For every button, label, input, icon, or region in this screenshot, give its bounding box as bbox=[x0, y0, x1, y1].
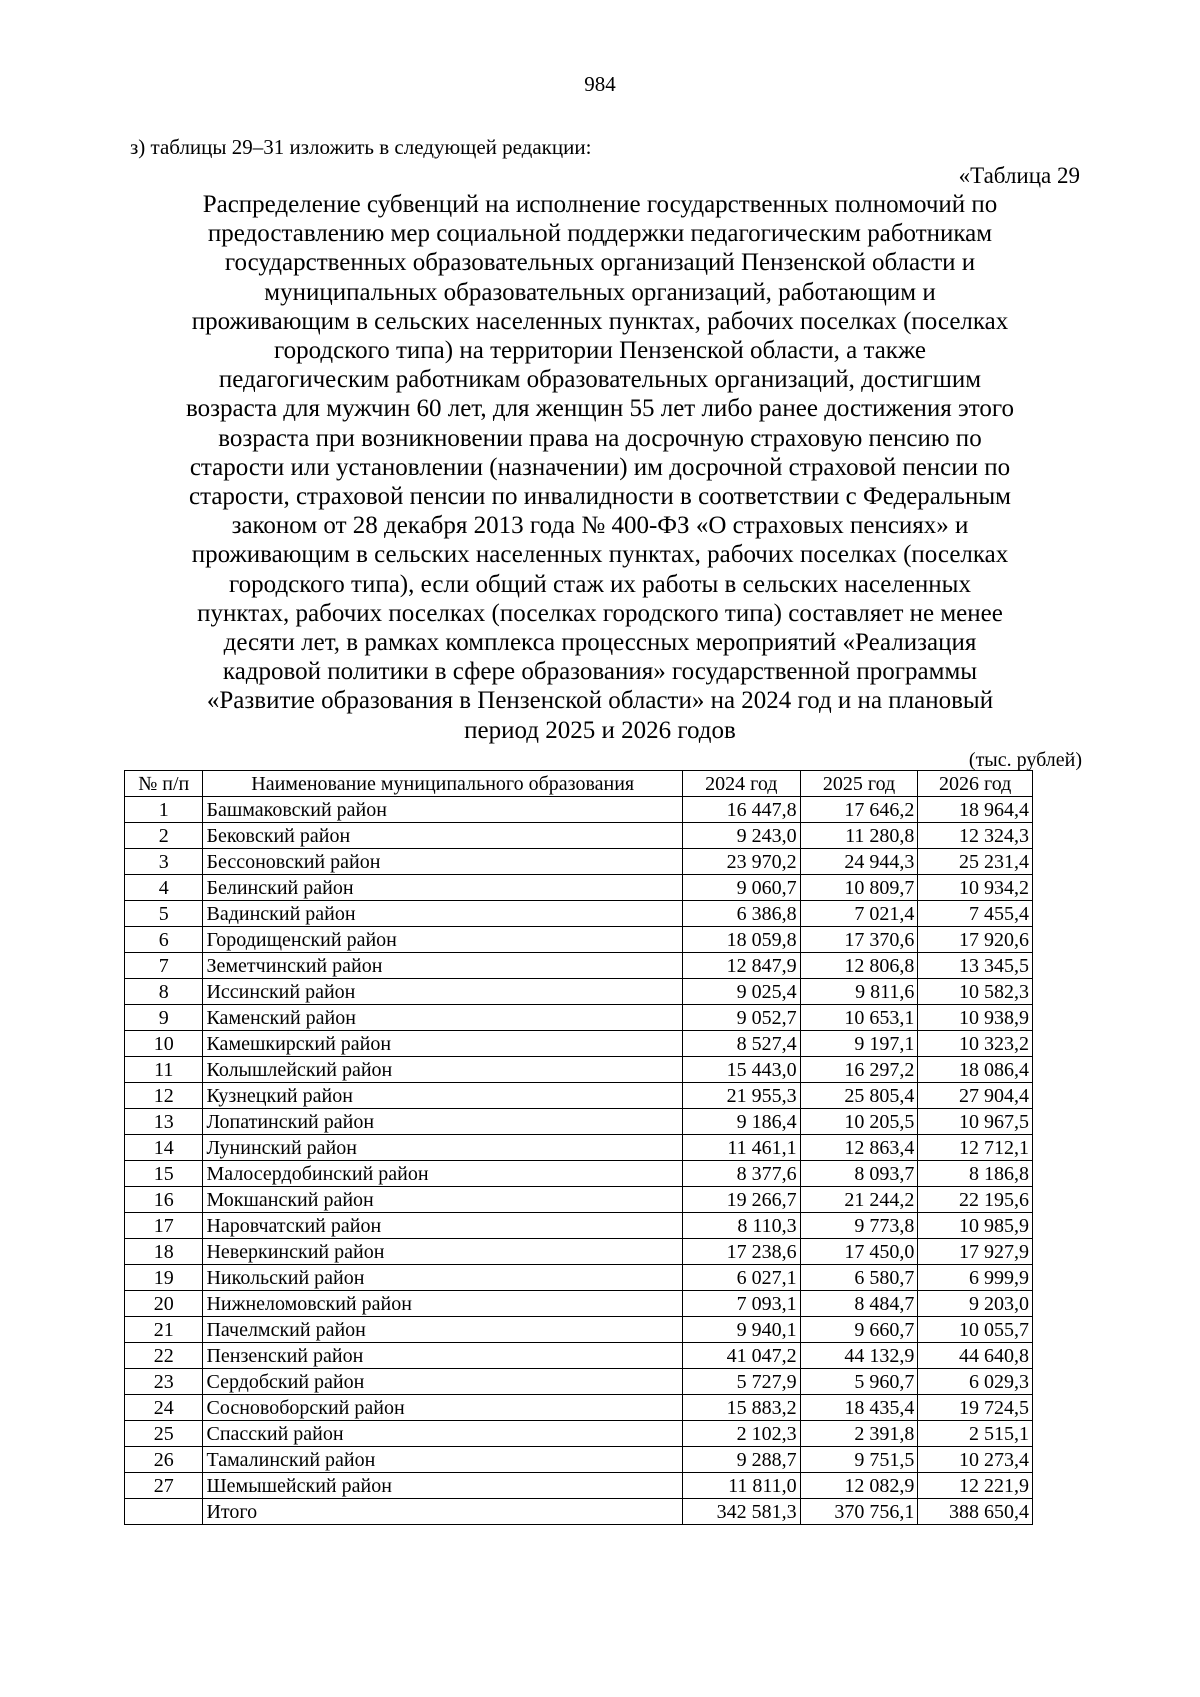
row-number: 25 bbox=[125, 1421, 203, 1447]
municipality-name: Башмаковский район bbox=[203, 797, 682, 823]
value-2025: 5 960,7 bbox=[800, 1369, 918, 1395]
municipality-name: Бессоновский район bbox=[203, 849, 682, 875]
row-number: 22 bbox=[125, 1343, 203, 1369]
table-row bbox=[125, 1213, 1033, 1239]
municipality-name: Вадинский район bbox=[203, 901, 682, 927]
table-row bbox=[125, 1135, 1033, 1161]
value-2026: 44 640,8 bbox=[918, 1343, 1033, 1369]
table-row bbox=[125, 1057, 1033, 1083]
value-2024: 9 243,0 bbox=[682, 823, 800, 849]
value-2024: 18 059,8 bbox=[682, 927, 800, 953]
value-2024: 23 970,2 bbox=[682, 849, 800, 875]
value-2025: 9 660,7 bbox=[800, 1317, 918, 1343]
value-2026: 10 934,2 bbox=[918, 875, 1033, 901]
value-2026: 9 203,0 bbox=[918, 1291, 1033, 1317]
title-line: период 2025 и 2026 годов bbox=[464, 716, 736, 744]
value-2026: 12 324,3 bbox=[918, 823, 1033, 849]
value-2025: 10 653,1 bbox=[800, 1005, 918, 1031]
value-2026: 17 927,9 bbox=[918, 1239, 1033, 1265]
title-line: городского типа) на территории Пензенской области, а также bbox=[274, 337, 926, 365]
municipality-name: Каменский район bbox=[203, 1005, 682, 1031]
value-2025: 7 021,4 bbox=[800, 901, 918, 927]
table-row bbox=[125, 1473, 1033, 1499]
value-2026: 12 712,1 bbox=[918, 1135, 1033, 1161]
value-2025: 12 082,9 bbox=[800, 1473, 918, 1499]
table-row bbox=[125, 1447, 1033, 1473]
row-number: 8 bbox=[125, 979, 203, 1005]
municipality-name: Колышлейский район bbox=[203, 1057, 682, 1083]
subvention-table bbox=[124, 770, 1033, 1525]
value-2025: 44 132,9 bbox=[800, 1343, 918, 1369]
value-2025: 9 197,1 bbox=[800, 1031, 918, 1057]
table-row bbox=[125, 1343, 1033, 1369]
value-2024: 6 027,1 bbox=[682, 1265, 800, 1291]
value-2025: 17 450,0 bbox=[800, 1239, 918, 1265]
value-2024: 8 377,6 bbox=[682, 1161, 800, 1187]
document-title bbox=[120, 190, 1080, 745]
value-2025: 6 580,7 bbox=[800, 1265, 918, 1291]
municipality-name: Пензенский район bbox=[203, 1343, 682, 1369]
title-line: «Развитие образования в Пензенской области» на 2024 год и на плановый bbox=[206, 687, 994, 715]
value-2026: 10 055,7 bbox=[918, 1317, 1033, 1343]
municipality-name: Городищенский район bbox=[203, 927, 682, 953]
value-2025: 16 297,2 bbox=[800, 1057, 918, 1083]
table-row bbox=[125, 1083, 1033, 1109]
municipality-name: Неверкинский район bbox=[203, 1239, 682, 1265]
row-number: 21 bbox=[125, 1317, 203, 1343]
value-2024: 11 811,0 bbox=[682, 1473, 800, 1499]
table-row bbox=[125, 823, 1033, 849]
row-number bbox=[125, 1499, 203, 1525]
value-2026: 10 273,4 bbox=[918, 1447, 1033, 1473]
value-2024: 9 060,7 bbox=[682, 875, 800, 901]
value-2026: 22 195,6 bbox=[918, 1187, 1033, 1213]
value-2026: 18 086,4 bbox=[918, 1057, 1033, 1083]
municipality-name: Наровчатский район bbox=[203, 1213, 682, 1239]
table-row bbox=[125, 953, 1033, 979]
value-2025: 25 805,4 bbox=[800, 1083, 918, 1109]
value-2025: 370 756,1 bbox=[800, 1499, 918, 1525]
municipality-name: Земетчинский район bbox=[203, 953, 682, 979]
table-row bbox=[125, 1239, 1033, 1265]
table-row bbox=[125, 1187, 1033, 1213]
table-row bbox=[125, 1265, 1033, 1291]
value-2024: 11 461,1 bbox=[682, 1135, 800, 1161]
table-row bbox=[125, 1317, 1033, 1343]
value-2026: 10 323,2 bbox=[918, 1031, 1033, 1057]
municipality-name: Никольский район bbox=[203, 1265, 682, 1291]
table-total-row bbox=[125, 1499, 1033, 1525]
row-number: 24 bbox=[125, 1395, 203, 1421]
row-number: 17 bbox=[125, 1213, 203, 1239]
municipality-name: Нижнеломовский район bbox=[203, 1291, 682, 1317]
title-line: пунктах, рабочих поселках (поселках городского типа) составляет не менее bbox=[197, 599, 1003, 627]
row-number: 15 bbox=[125, 1161, 203, 1187]
value-2026: 17 920,6 bbox=[918, 927, 1033, 953]
title-line: предоставлению мер социальной поддержки педагогическим работникам bbox=[207, 220, 993, 248]
value-2026: 2 515,1 bbox=[918, 1421, 1033, 1447]
instruction-text: з) таблицы 29–31 изложить в следующей редакции: bbox=[130, 135, 592, 159]
value-2024: 9 940,1 bbox=[682, 1317, 800, 1343]
value-2026: 10 582,3 bbox=[918, 979, 1033, 1005]
value-2026: 18 964,4 bbox=[918, 797, 1033, 823]
title-line: проживающим в сельских населенных пунктах, рабочих поселках (поселках bbox=[191, 541, 1009, 569]
table-row bbox=[125, 1369, 1033, 1395]
row-number: 13 bbox=[125, 1109, 203, 1135]
municipality-name: Бековский район bbox=[203, 823, 682, 849]
value-2025: 17 370,6 bbox=[800, 927, 918, 953]
table-row bbox=[125, 1005, 1033, 1031]
units-label: (тыс. рублей) bbox=[968, 749, 1082, 771]
table-row bbox=[125, 1291, 1033, 1317]
row-number: 3 bbox=[125, 849, 203, 875]
table-row bbox=[125, 927, 1033, 953]
row-number: 18 bbox=[125, 1239, 203, 1265]
municipality-name: Белинский район bbox=[203, 875, 682, 901]
value-2025: 12 863,4 bbox=[800, 1135, 918, 1161]
header-2024: 2024 год bbox=[682, 771, 800, 797]
value-2025: 12 806,8 bbox=[800, 953, 918, 979]
value-2024: 6 386,8 bbox=[682, 901, 800, 927]
value-2026: 27 904,4 bbox=[918, 1083, 1033, 1109]
value-2024: 15 443,0 bbox=[682, 1057, 800, 1083]
header-municipality: Наименование муниципального образования bbox=[203, 771, 682, 797]
title-line: старости или установлении (назначении) им досрочной страховой пенсии по bbox=[189, 453, 1011, 481]
municipality-name: Иссинский район bbox=[203, 979, 682, 1005]
value-2026: 10 967,5 bbox=[918, 1109, 1033, 1135]
municipality-name: Шемышейский район bbox=[203, 1473, 682, 1499]
row-number: 12 bbox=[125, 1083, 203, 1109]
title-line: городского типа), если общий стаж их работы в сельских населенных bbox=[229, 570, 971, 598]
header-2026: 2026 год bbox=[918, 771, 1033, 797]
value-2024: 9 025,4 bbox=[682, 979, 800, 1005]
value-2026: 10 985,9 bbox=[918, 1213, 1033, 1239]
value-2025: 8 093,7 bbox=[800, 1161, 918, 1187]
row-number: 2 bbox=[125, 823, 203, 849]
municipality-name: Кузнецкий район bbox=[203, 1083, 682, 1109]
municipality-name: Мокшанский район bbox=[203, 1187, 682, 1213]
value-2025: 8 484,7 bbox=[800, 1291, 918, 1317]
value-2024: 9 288,7 bbox=[682, 1447, 800, 1473]
value-2025: 24 944,3 bbox=[800, 849, 918, 875]
value-2026: 10 938,9 bbox=[918, 1005, 1033, 1031]
value-2025: 9 751,5 bbox=[800, 1447, 918, 1473]
value-2024: 2 102,3 bbox=[682, 1421, 800, 1447]
title-line: муниципальных образовательных организаций, работающим и bbox=[264, 278, 936, 306]
table-row bbox=[125, 875, 1033, 901]
title-line: десяти лет, в рамках комплекса процессных мероприятий «Реализация bbox=[223, 629, 977, 657]
row-number: 7 bbox=[125, 953, 203, 979]
table-header-row bbox=[125, 771, 1033, 797]
table-row bbox=[125, 797, 1033, 823]
value-2024: 21 955,3 bbox=[682, 1083, 800, 1109]
row-number: 5 bbox=[125, 901, 203, 927]
row-number: 4 bbox=[125, 875, 203, 901]
row-number: 9 bbox=[125, 1005, 203, 1031]
value-2025: 11 280,8 bbox=[800, 823, 918, 849]
municipality-name: Камешкирский район bbox=[203, 1031, 682, 1057]
table-row bbox=[125, 1161, 1033, 1187]
row-number: 10 bbox=[125, 1031, 203, 1057]
table-label: «Таблица 29 bbox=[958, 163, 1080, 188]
row-number: 19 bbox=[125, 1265, 203, 1291]
municipality-name: Малосердобинский район bbox=[203, 1161, 682, 1187]
value-2024: 9 052,7 bbox=[682, 1005, 800, 1031]
title-line: возраста при возникновении права на досрочную страховую пенсию по bbox=[218, 424, 982, 452]
title-line: законом от 28 декабря 2013 года № 400-ФЗ «О страховых пенсиях» и bbox=[231, 512, 969, 540]
value-2025: 9 773,8 bbox=[800, 1213, 918, 1239]
row-number: 20 bbox=[125, 1291, 203, 1317]
value-2025: 17 646,2 bbox=[800, 797, 918, 823]
table-row bbox=[125, 901, 1033, 927]
title-line: кадровой политики в сфере образования» государственной программы bbox=[222, 658, 978, 686]
row-number: 1 bbox=[125, 797, 203, 823]
title-line: проживающим в сельских населенных пунктах, рабочих поселках (поселках bbox=[191, 307, 1009, 335]
title-line: Распределение субвенций на исполнение государственных полномочий по bbox=[202, 191, 998, 218]
value-2026: 8 186,8 bbox=[918, 1161, 1033, 1187]
value-2025: 10 205,5 bbox=[800, 1109, 918, 1135]
value-2025: 9 811,6 bbox=[800, 979, 918, 1005]
municipality-name: Пачелмский район bbox=[203, 1317, 682, 1343]
title-line: государственных образовательных организаций Пензенской области и bbox=[224, 249, 976, 277]
value-2026: 13 345,5 bbox=[918, 953, 1033, 979]
value-2024: 8 527,4 bbox=[682, 1031, 800, 1057]
header-2025: 2025 год bbox=[800, 771, 918, 797]
value-2024: 41 047,2 bbox=[682, 1343, 800, 1369]
value-2025: 18 435,4 bbox=[800, 1395, 918, 1421]
value-2024: 16 447,8 bbox=[682, 797, 800, 823]
value-2024: 8 110,3 bbox=[682, 1213, 800, 1239]
table-row bbox=[125, 1395, 1033, 1421]
row-number: 23 bbox=[125, 1369, 203, 1395]
municipality-name: Итого bbox=[203, 1499, 682, 1525]
value-2026: 388 650,4 bbox=[918, 1499, 1033, 1525]
value-2025: 21 244,2 bbox=[800, 1187, 918, 1213]
municipality-name: Спасский район bbox=[203, 1421, 682, 1447]
row-number: 14 bbox=[125, 1135, 203, 1161]
value-2024: 9 186,4 bbox=[682, 1109, 800, 1135]
value-2026: 6 999,9 bbox=[918, 1265, 1033, 1291]
table-row bbox=[125, 1031, 1033, 1057]
table-row bbox=[125, 979, 1033, 1005]
row-number: 27 bbox=[125, 1473, 203, 1499]
value-2026: 12 221,9 bbox=[918, 1473, 1033, 1499]
row-number: 11 bbox=[125, 1057, 203, 1083]
row-number: 6 bbox=[125, 927, 203, 953]
title-line: старости, страховой пенсии по инвалидности в соответствии с Федеральным bbox=[189, 483, 1011, 511]
value-2024: 342 581,3 bbox=[682, 1499, 800, 1525]
municipality-name: Лунинский район bbox=[203, 1135, 682, 1161]
row-number: 16 bbox=[125, 1187, 203, 1213]
value-2025: 2 391,8 bbox=[800, 1421, 918, 1447]
value-2026: 25 231,4 bbox=[918, 849, 1033, 875]
value-2024: 17 238,6 bbox=[682, 1239, 800, 1265]
value-2026: 19 724,5 bbox=[918, 1395, 1033, 1421]
value-2024: 5 727,9 bbox=[682, 1369, 800, 1395]
table-row bbox=[125, 849, 1033, 875]
municipality-name: Лопатинский район bbox=[203, 1109, 682, 1135]
municipality-name: Сердобский район bbox=[203, 1369, 682, 1395]
title-line: педагогическим работникам образовательных организаций, достигшим bbox=[218, 366, 982, 394]
value-2026: 6 029,3 bbox=[918, 1369, 1033, 1395]
header-number: № п/п bbox=[125, 771, 203, 797]
row-number: 26 bbox=[125, 1447, 203, 1473]
table-row bbox=[125, 1421, 1033, 1447]
value-2025: 10 809,7 bbox=[800, 875, 918, 901]
page-number: 984 bbox=[584, 72, 616, 96]
value-2024: 15 883,2 bbox=[682, 1395, 800, 1421]
title-line: возраста для мужчин 60 лет, для женщин 55 лет либо ранее достижения этого bbox=[186, 395, 1014, 423]
value-2024: 19 266,7 bbox=[682, 1187, 800, 1213]
municipality-name: Сосновоборский район bbox=[203, 1395, 682, 1421]
municipality-name: Тамалинский район bbox=[203, 1447, 682, 1473]
value-2024: 7 093,1 bbox=[682, 1291, 800, 1317]
value-2026: 7 455,4 bbox=[918, 901, 1033, 927]
table-row bbox=[125, 1109, 1033, 1135]
value-2024: 12 847,9 bbox=[682, 953, 800, 979]
